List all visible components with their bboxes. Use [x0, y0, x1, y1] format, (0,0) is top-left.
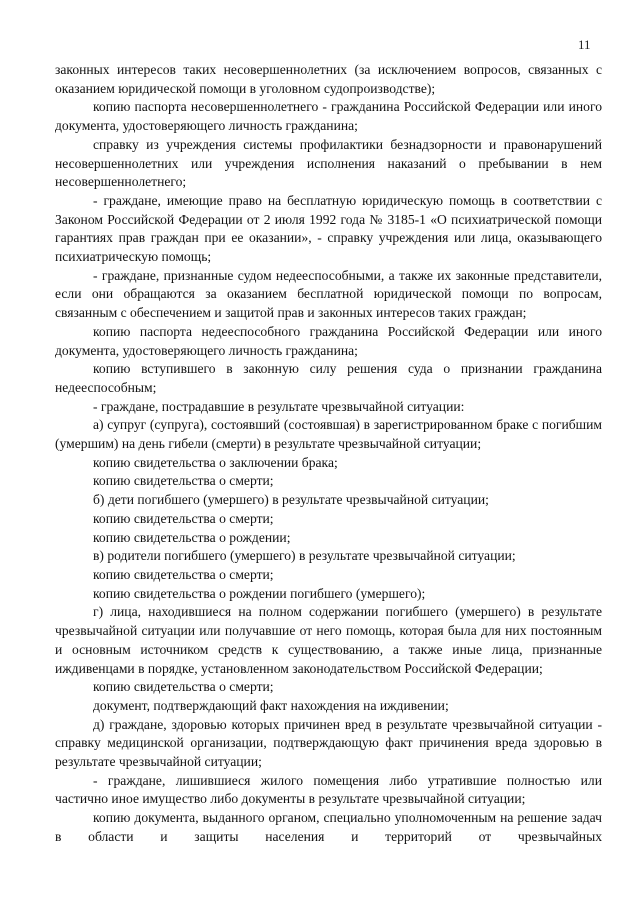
paragraph: - граждане, признанные судом недееспособными, а также их законные представители, если они обращаются за оказанием бесплатной юридической помощи по вопросам, связанным с обеспечением и защитой прав и законных интересов таких граждан; [55, 267, 602, 321]
paragraph-cut-off: копию документа, выданного органом, специально уполномоченным на решение задач в области и защиты населения и территорий от чрезвычайных [55, 810, 602, 844]
paragraph: - граждане, лишившиеся жилого помещения либо утратившие полностью или частично иное имущество либо документы в результате чрезвычайной ситуации; [55, 772, 602, 807]
paragraph: а) супруг (супруга), состоявший (состоявшая) в зарегистрированном браке с погибшим (умершим) на день гибели (смерти) в результате чрезвычайной ситуации; [55, 417, 602, 452]
paragraph: - граждане, пострадавшие в результате чрезвычайной ситуации: [93, 398, 465, 414]
paragraph: копию вступившего в законную силу решения суда о признании гражданина недееспособным; [55, 361, 602, 395]
paragraph: копию свидетельства о рождении; [93, 529, 291, 545]
paragraph: д) граждане, здоровью которых причинен вред в результате чрезвычайной ситуации - справку медицинской организации, подтверждающую факт причинения вреда здоровью в результате чрезвычайной ситуации; [55, 716, 602, 770]
paragraph: копию свидетельства о рождении погибшего (умершего); [93, 585, 426, 601]
paragraph-continuation: законных интересов таких несовершеннолетних (за исключением вопросов, связанных с оказанием юридической помощи в уголовном судопроизводстве); [55, 62, 602, 96]
paragraph: - граждане, имеющие право на бесплатную юридическую помощь в соответствии с Законом Российской Федерации от 2 июля 1992 года № 3185-1 «О психиатрической помощи гарантиях прав граждан при ее оказании», - справку учреждения или лица, оказывающего психиатрическую помощь; [55, 192, 602, 265]
paragraph: копию свидетельства о смерти; [93, 566, 274, 582]
paragraph: документ, подтверждающий факт нахождения на иждивении; [93, 697, 449, 713]
page-number: 11 [578, 37, 591, 52]
paragraph: б) дети погибшего (умершего) в результате чрезвычайной ситуации; [93, 492, 489, 508]
paragraph: копию свидетельства о смерти; [93, 679, 274, 695]
paragraph: в) родители погибшего (умершего) в результате чрезвычайной ситуации; [93, 548, 516, 564]
paragraph: копию свидетельства о смерти; [93, 473, 274, 489]
paragraph: копию свидетельства о смерти; [93, 510, 274, 526]
paragraph: копию свидетельства о заключении брака; [93, 454, 338, 470]
paragraph: копию паспорта недееспособного гражданина Российской Федерации или иного документа, удостоверяющего личность гражданина; [55, 323, 602, 358]
paragraph: копию паспорта несовершеннолетнего - гражданина Российской Федерации или иного документа, удостоверяющего личность гражданина; [55, 99, 602, 134]
paragraph: справку из учреждения системы профилактики безнадзорности и правонарушений несовершеннолетних или учреждения исполнения наказаний о пребывании в нем несовершеннолетнего; [55, 136, 602, 190]
paragraph: г) лица, находившиеся на полном содержании погибшего (умершего) в результате чрезвычайной ситуации или получавшие от него помощь, которая была для них постоянным и основным источником средств к существованию, а также иные лица, признанные иждивенцами в порядке, установленном законодательством Российской Федерации; [55, 604, 602, 676]
document-body [55, 61, 602, 847]
